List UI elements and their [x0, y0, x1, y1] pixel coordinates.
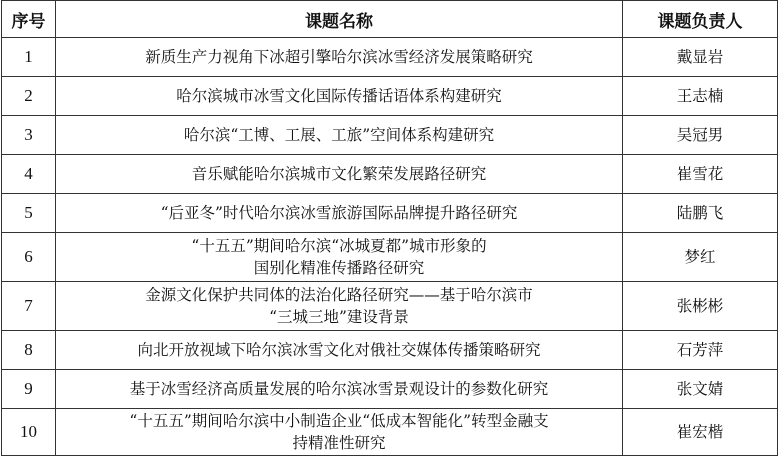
row-number: 8: [2, 331, 56, 370]
table-row: [2, 155, 778, 194]
topic-title: [56, 233, 623, 282]
row-number: 2: [2, 77, 56, 116]
topic-title-line: “十五五”期间哈尔滨中小制造企业“低成本智能化”转型金融支: [129, 412, 549, 430]
topic-leader: 吴冠男: [623, 116, 778, 155]
row-number: 10: [2, 409, 56, 456]
table-row: [2, 38, 778, 77]
row-number: 5: [2, 194, 56, 233]
table-row: [2, 77, 778, 116]
topic-leader: 崔宏楷: [623, 409, 778, 456]
topic-leader: 王志楠: [623, 77, 778, 116]
row-number: 1: [2, 38, 56, 77]
table-row: [2, 233, 778, 282]
row-number: 7: [2, 282, 56, 331]
table-row: [2, 370, 778, 409]
topic-title: [56, 77, 623, 116]
topic-title-line: 音乐赋能哈尔滨城市文化繁荣发展路径研究: [191, 165, 487, 183]
topic-title-line: 哈尔滨城市冰雪文化国际传播话语体系构建研究: [176, 87, 502, 105]
topic-leader: 戴显岩: [623, 38, 778, 77]
topic-title: [56, 194, 623, 233]
table-row: [2, 331, 778, 370]
row-number: 6: [2, 233, 56, 282]
topic-leader: 张文婧: [623, 370, 778, 409]
table-row: [2, 194, 778, 233]
header-leader: 课题负责人: [623, 1, 778, 38]
topic-title-line: “后亚冬”时代哈尔滨冰雪旅游国际品牌提升路径研究: [160, 204, 518, 222]
topic-title-line: 哈尔滨“工博、工展、工旅”空间体系构建研究: [183, 126, 495, 144]
topic-title: [56, 282, 623, 331]
topic-leader: 崔雪花: [623, 155, 778, 194]
topic-leader: 梦红: [623, 233, 778, 282]
topic-title: [56, 38, 623, 77]
table-row: [2, 116, 778, 155]
topic-title-line: 新质生产力视角下冰超引擎哈尔滨冰雪经济发展策略研究: [145, 48, 533, 66]
topic-title: [56, 155, 623, 194]
topic-title: [56, 116, 623, 155]
topic-title-line: 向北开放视域下哈尔滨冰雪文化对俄社交媒体传播策略研究: [137, 341, 541, 359]
topic-title-line: “三城三地”建设背景: [269, 308, 409, 326]
topic-title-line: 金源文化保护共同体的法治化路径研究——基于哈尔滨市: [145, 286, 533, 304]
topic-title-line: 基于冰雪经济高质量发展的哈尔滨冰雪景观设计的参数化研究: [129, 380, 549, 398]
table-header-row: [2, 1, 778, 38]
topic-title: [56, 331, 623, 370]
topic-title-line: 国别化精准传播路径研究: [253, 259, 425, 277]
topic-leader: 石芳萍: [623, 331, 778, 370]
table-row: [2, 409, 778, 456]
topic-leader: 张彬彬: [623, 282, 778, 331]
row-number: 3: [2, 116, 56, 155]
research-topics-table: [1, 0, 778, 456]
topic-title: [56, 370, 623, 409]
table-row: [2, 282, 778, 331]
header-topic: 课题名称: [56, 1, 623, 38]
topic-leader: 陆鹏飞: [623, 194, 778, 233]
topic-title: [56, 409, 623, 456]
row-number: 4: [2, 155, 56, 194]
header-index: 序号: [2, 1, 56, 38]
row-number: 9: [2, 370, 56, 409]
topic-title-line: “十五五”期间哈尔滨“冰城夏都”城市形象的: [191, 237, 487, 255]
topic-title-line: 持精准性研究: [292, 434, 386, 452]
